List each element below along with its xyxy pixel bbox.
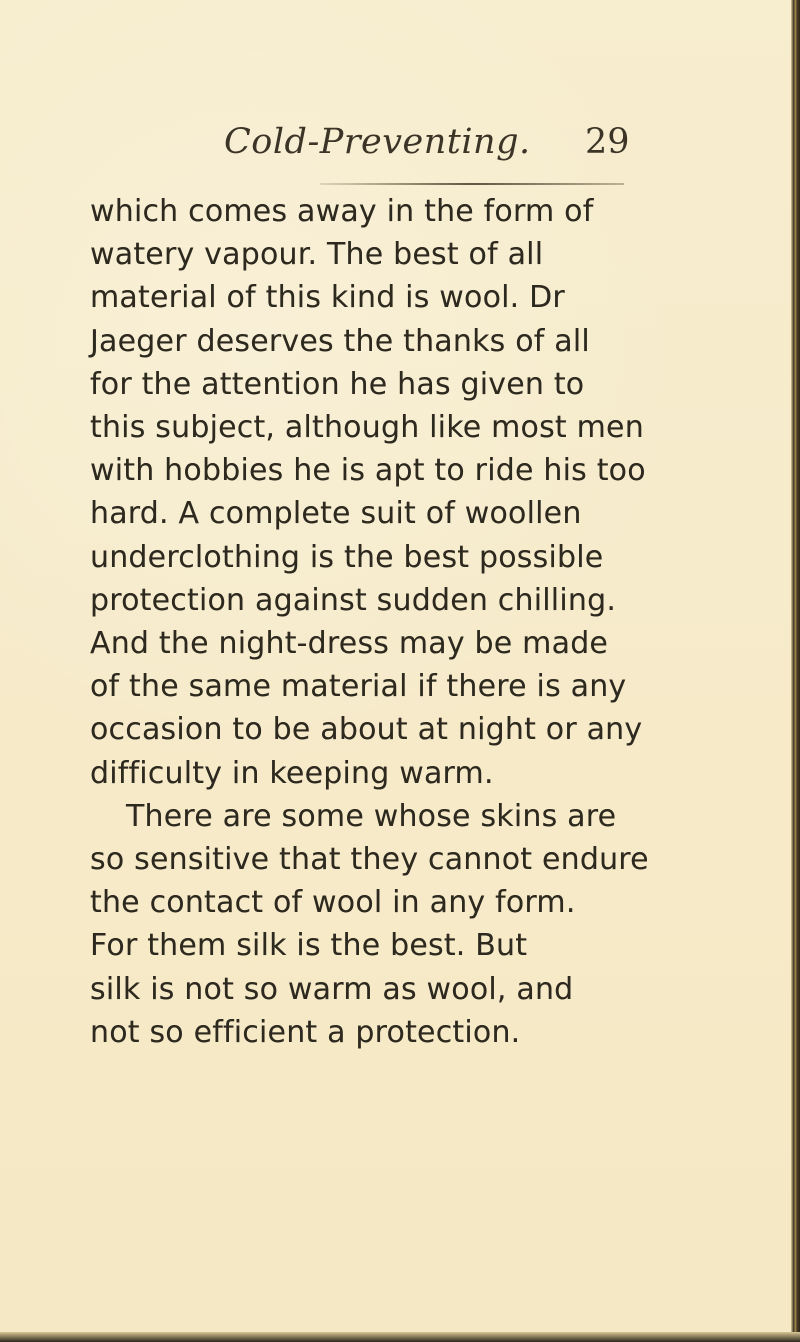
text-line: not so efficient a protection.: [90, 1014, 521, 1050]
text-line: material of this kind is wool. Dr: [90, 280, 565, 316]
page-header: [224, 122, 634, 170]
text-line: occasion to be about at night or any: [90, 712, 643, 748]
text-line: Jaeger deserves the thanks of all: [90, 323, 590, 359]
text-line: underclothing is the best possible: [90, 539, 604, 575]
header-rule: [320, 183, 624, 185]
page-right-edge: [791, 0, 800, 1342]
running-title: Cold-Preventing.: [224, 122, 531, 162]
text-line: protection against sudden chilling.: [90, 582, 617, 618]
text-line: difficulty in keeping warm.: [90, 755, 494, 791]
paragraph-start-line: There are some whose skins are: [126, 798, 617, 834]
page-bottom-edge: [0, 1332, 800, 1342]
page-number: 29: [585, 122, 630, 162]
text-line: the contact of wool in any form.: [90, 885, 576, 921]
text-line: which comes away in the form of: [90, 194, 594, 229]
text-line: with hobbies he is apt to ride his too: [90, 453, 646, 489]
text-line: this subject, although like most men: [90, 410, 644, 446]
text-line: hard. A complete suit of woollen: [90, 496, 582, 532]
text-line: And the night-dress may be made: [90, 626, 609, 662]
text-line: watery vapour. The best of all: [90, 237, 544, 273]
text-line: silk is not so warm as wool, and: [90, 971, 574, 1007]
text-line: for the attention he has given to: [90, 366, 585, 402]
text-line: For them silk is the best. But: [90, 928, 528, 964]
text-line: of the same material if there is any: [90, 669, 627, 705]
text-line: so sensitive that they cannot endure: [90, 842, 649, 878]
body-text: [90, 190, 650, 1054]
